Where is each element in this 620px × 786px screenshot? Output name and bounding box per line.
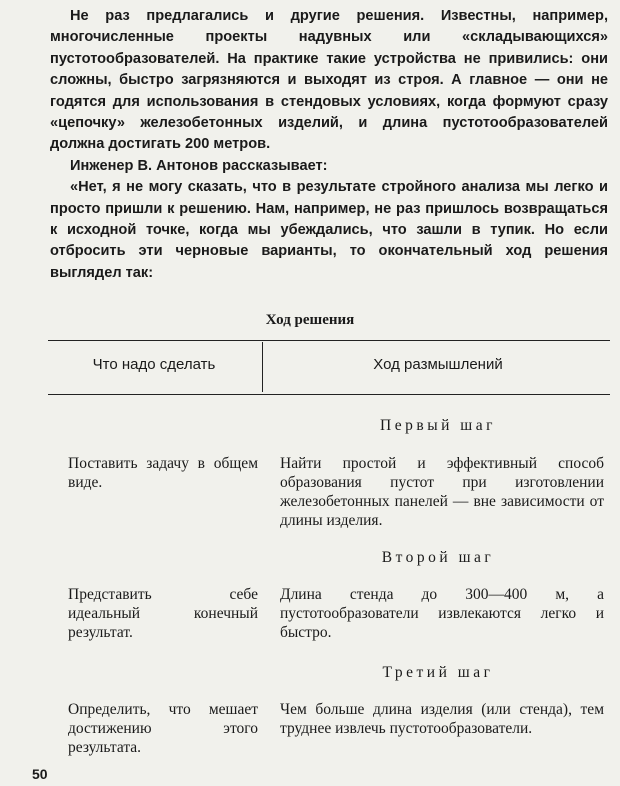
step-reasoning: Найти простой и эффективный способ образования пустот при изготовлении железобетонных панелей — вне зависимости от длины изделия. bbox=[280, 455, 604, 529]
intro-paragraph: Инженер В. Антонов рассказывает: bbox=[70, 157, 328, 174]
step-title: Третий шаг bbox=[382, 664, 494, 681]
table-top-rule bbox=[48, 340, 610, 341]
step-action: Представить себе идеальный конечный результат. bbox=[68, 586, 258, 641]
page-number: 50 bbox=[32, 766, 48, 782]
step-reasoning: Чем больше длина изделия (или стенда), тем труднее извлечь пустотообразователи. bbox=[280, 701, 604, 737]
step-reasoning: Длина стенда до 300—400 м, а пустотообразователи извлекаются легко и быстро. bbox=[280, 586, 604, 641]
table-header-rule bbox=[48, 394, 610, 395]
step-action: Определить, что мешает достижению этого результата. bbox=[68, 701, 258, 756]
column-header-right: Ход размышлений bbox=[373, 356, 503, 373]
column-header-left: Что надо сделать bbox=[92, 356, 216, 373]
step-title: Второй шаг bbox=[381, 549, 495, 566]
table-title: Ход решения bbox=[265, 312, 355, 328]
intro-text bbox=[50, 6, 608, 284]
step-action: Поставить задачу в общем виде. bbox=[68, 455, 258, 491]
column-divider bbox=[262, 342, 263, 392]
step-title: Первый шаг bbox=[380, 417, 496, 434]
intro-paragraph: «Нет, я не могу сказать, что в результате стройного анализа мы легко и просто пришли к решению. Нам, например, не раз пришлось возвращаться к исходной точке, когда мы убеждались, что зашли в тупик. Но если отбросить эти черновые варианты, то окончательный ход решения выглядел так: bbox=[50, 179, 608, 281]
intro-paragraph: Не раз предлагались и другие решения. Известны, например, многочисленные проекты надувных или «складывающихся» пустотообразователей. На практике такие устройства не привились: они сложны, быстро загрязняются и выходят из строя. А главное — они не годятся для использования в стендовых условиях, когда формуют сразу «цепочку» железобетонных изделий, и длина пустотообразователей должна достигать 200 метров. bbox=[50, 8, 608, 153]
